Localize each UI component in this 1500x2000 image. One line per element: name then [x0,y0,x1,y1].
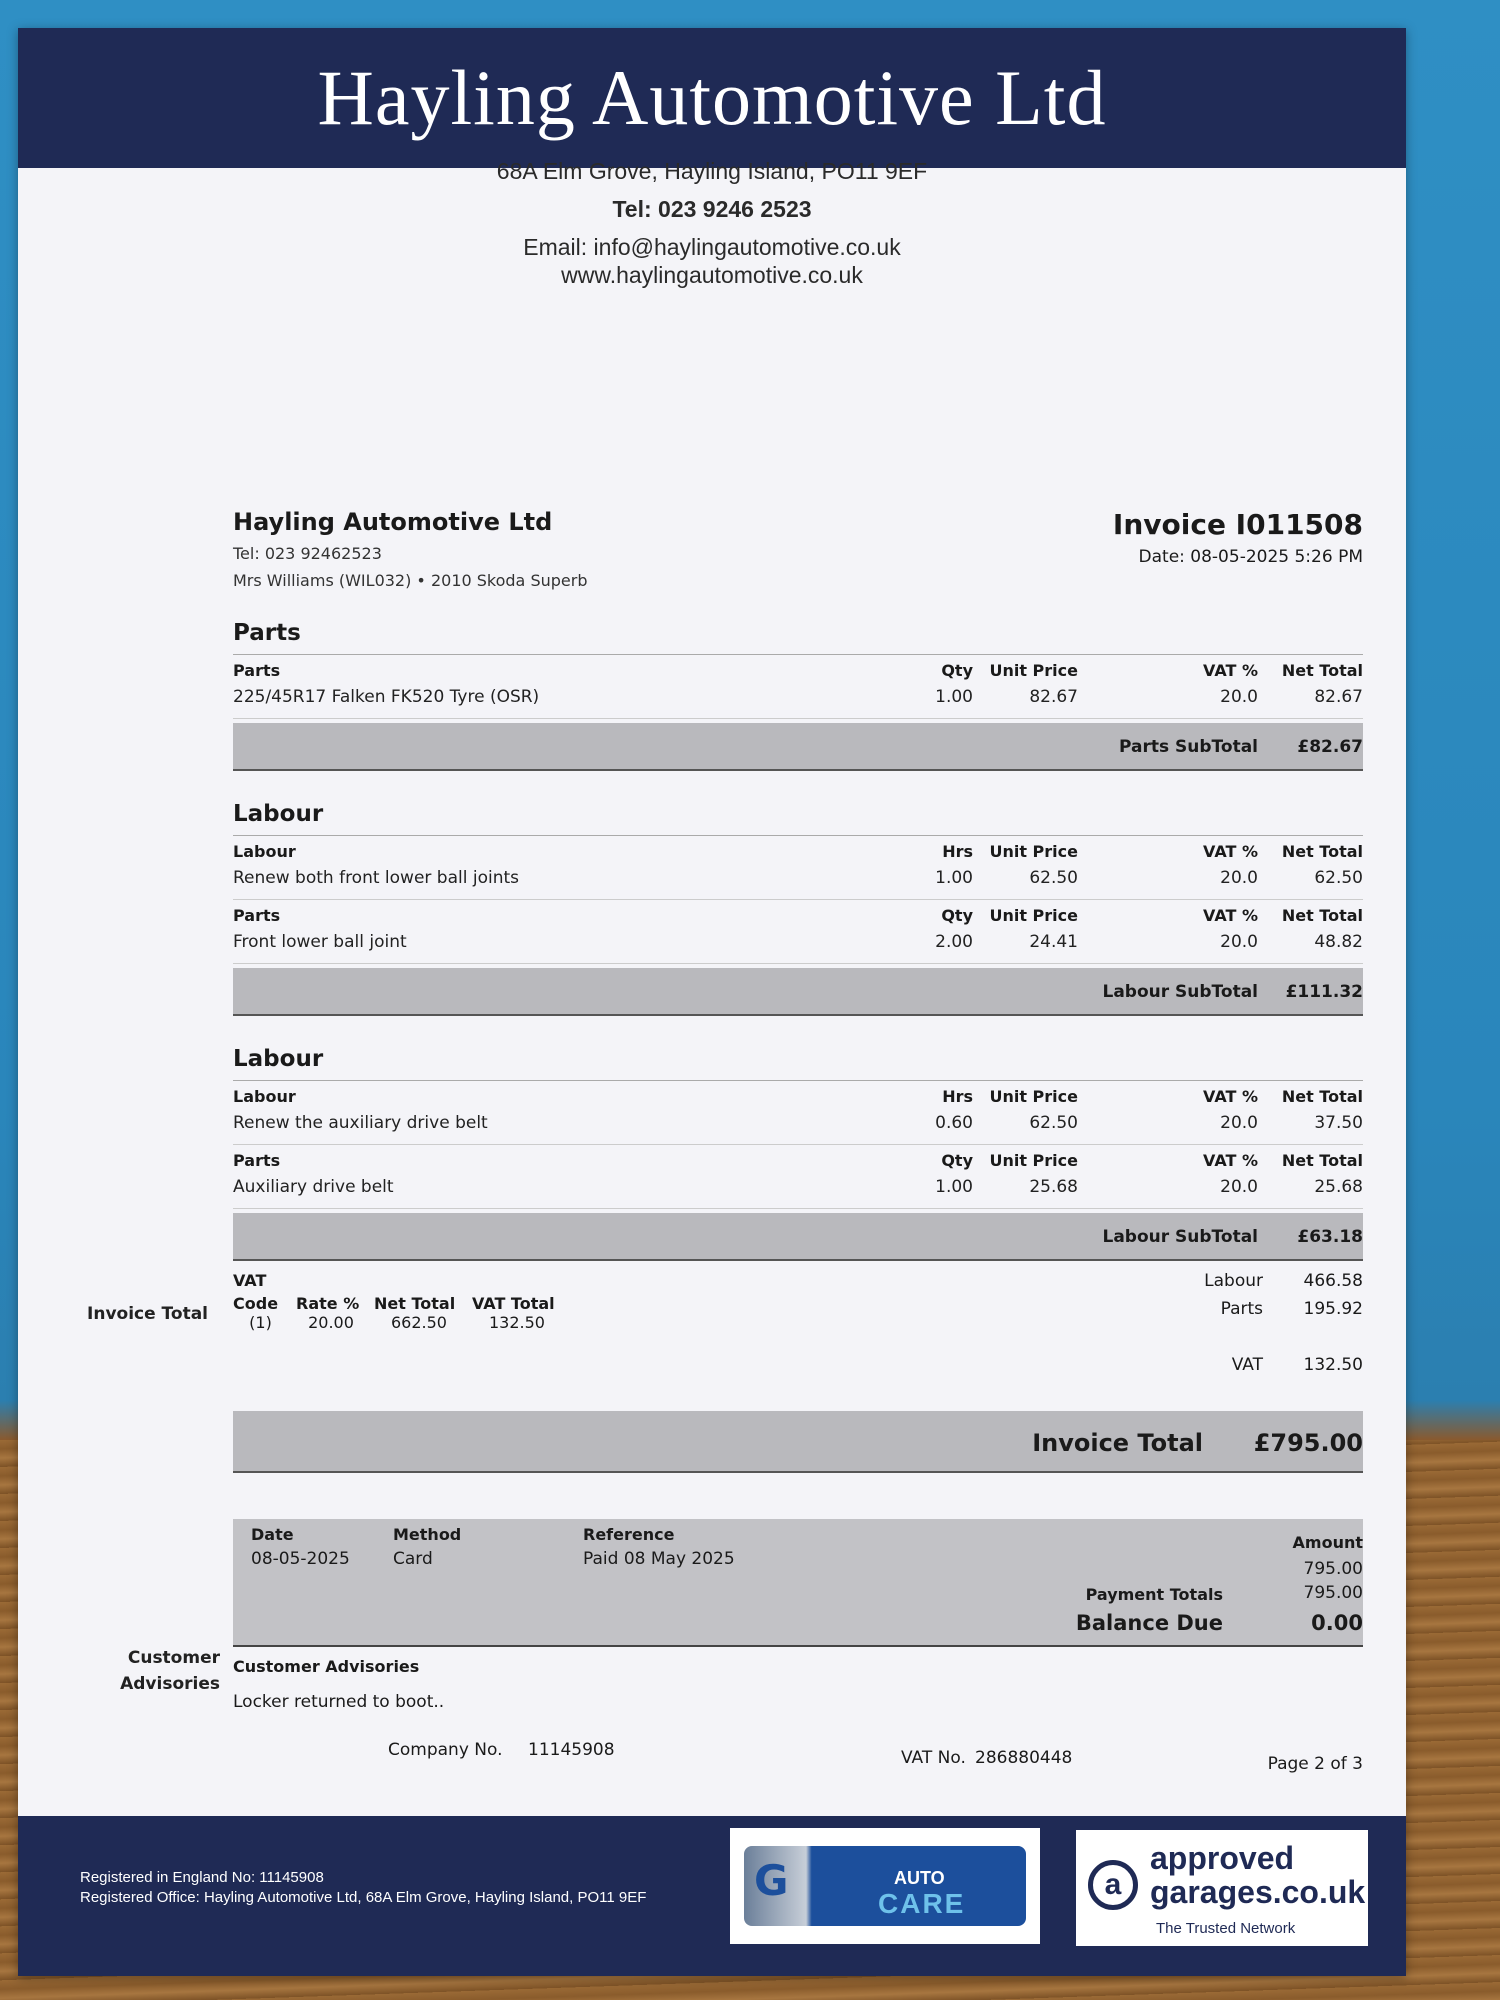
vat-table-title: VAT [233,1271,267,1290]
invoice-number: Invoice I011508 [1112,508,1363,541]
invoice-customer: Mrs Williams (WIL032) • 2010 Skoda Superb [233,571,588,590]
line-description: Renew both front lower ball joints [233,868,520,888]
line-type-label: Labour [233,842,296,861]
unit-price-header: Unit Price [989,842,1078,861]
invoice-date: Date: 08-05-2025 5:26 PM [1138,547,1363,567]
line-unit-price: 24.41 [1029,932,1078,952]
section-title: Parts [233,620,301,646]
registration-number: Registered in England No: 11145908 [80,1869,324,1886]
line-type-label: Parts [233,1151,281,1170]
payment-totals-label: Payment Totals [1085,1585,1223,1604]
vat-header-code: Code [233,1294,279,1313]
footer-band [18,1816,1406,1976]
registered-office: Registered Office: Hayling Automotive Ltd, 68A Elm Grove, Hayling Island, PO11 9EF [80,1889,647,1906]
line-net-total: 48.82 [1314,932,1363,952]
net-total-header: Net Total [1281,1151,1363,1170]
company-no-label: Company No. [388,1740,503,1760]
advisories-text: Locker returned to boot.. [233,1692,445,1712]
invoice-total-value: £795.00 [1253,1429,1363,1457]
invoice-section [233,1046,1363,1261]
vat-percent-header: VAT % [1203,1151,1258,1170]
line-description: Auxiliary drive belt [233,1177,394,1197]
line-vat-percent: 20.0 [1220,1113,1258,1133]
payment-method: Card [393,1549,433,1569]
invoice-sections [233,620,1363,1261]
line-net-total: 37.50 [1314,1113,1363,1133]
line-description: Renew the auxiliary drive belt [233,1113,488,1133]
groupauto-g-icon: G [754,1856,789,1905]
company-website: www.haylingautomotive.co.uk [561,262,863,288]
approved-garages-logo [1076,1830,1368,1946]
subtotal-value: £111.32 [1285,982,1363,1002]
invoice-total-bar [233,1411,1363,1473]
unit-price-header: Unit Price [989,1087,1078,1106]
payment-box [233,1519,1363,1647]
vat-sum-label: VAT [1231,1355,1263,1375]
company-address: 68A Elm Grove, Hayling Island, PO11 9EF [496,158,928,184]
line-vat-percent: 20.0 [1220,687,1258,707]
line-description: Front lower ball joint [233,932,407,952]
line-qty: 1.00 [935,687,973,707]
vat-no-label: VAT No. [901,1748,966,1768]
vat-percent-header: VAT % [1203,661,1258,680]
line-qty: 0.60 [935,1113,973,1133]
line-type-label: Parts [233,661,281,680]
invoice-company-tel: Tel: 023 92462523 [233,544,382,563]
vat-percent-header: VAT % [1203,842,1258,861]
net-total-header: Net Total [1281,1087,1363,1106]
line-vat-percent: 20.0 [1220,932,1258,952]
qty-header: Qty [941,906,973,925]
payment-date-label: Date [251,1525,294,1544]
document-footer [233,1740,1363,1780]
line-unit-price: 82.67 [1029,687,1078,707]
autocare-logo-plate [744,1846,1026,1926]
labour-total-value: 466.58 [1303,1271,1363,1291]
invoice-section [233,620,1363,771]
vat-header-vat-total: VAT Total [472,1294,555,1313]
net-total-header: Net Total [1281,906,1363,925]
subtotal-label: Parts SubTotal [1119,737,1258,757]
line-item-row [233,836,1363,900]
line-qty: 1.00 [935,1177,973,1197]
approved-garages-word-1: approved [1150,1840,1295,1876]
subtotal-label: Labour SubTotal [1102,982,1258,1002]
vat-net-total: 662.50 [391,1313,447,1332]
invoice-total-label: Invoice Total [1032,1429,1203,1457]
vat-code: (1) [249,1313,272,1332]
unit-price-header: Unit Price [989,1151,1078,1170]
labour-total-row [1153,1271,1363,1291]
autocare-word-auto: AUTO [894,1868,945,1888]
company-telephone: Tel: 023 9246 2523 [612,196,812,222]
parts-total-row [1153,1299,1363,1319]
section-title: Labour [233,1046,324,1072]
payment-method-label: Method [393,1525,462,1544]
payment-amount-label: Amount [1292,1533,1363,1552]
section-subtotal-bar [233,1213,1363,1261]
approved-garages-tagline: The Trusted Network [1156,1920,1296,1937]
line-unit-price: 62.50 [1029,868,1078,888]
parts-total-value: 195.92 [1303,1299,1363,1319]
line-net-total: 82.67 [1314,687,1363,707]
line-vat-percent: 20.0 [1220,1177,1258,1197]
advisories-side-label-2: Advisories [120,1674,220,1694]
line-description: 225/45R17 Falken FK520 Tyre (OSR) [233,687,540,707]
parts-total-label: Parts [1220,1299,1263,1319]
net-total-header: Net Total [1281,661,1363,680]
payment-date: 08-05-2025 [251,1549,350,1569]
subtotal-label: Labour SubTotal [1102,1227,1258,1247]
line-item-row [233,1145,1363,1209]
net-total-header: Net Total [1281,842,1363,861]
advisories-side-label-1: Customer [127,1648,220,1668]
vat-percent-header: VAT % [1203,1087,1258,1106]
unit-price-header: Unit Price [989,906,1078,925]
labour-total-label: Labour [1204,1271,1263,1291]
line-qty: 2.00 [935,932,973,952]
line-qty: 1.00 [935,868,973,888]
subtotal-value: £63.18 [1297,1227,1363,1247]
line-item-row [233,900,1363,964]
advisories-title: Customer Advisories [233,1657,420,1676]
line-item-row [233,655,1363,719]
qty-header: Hrs [942,1087,973,1106]
invoice-company-name: Hayling Automotive Ltd [233,508,553,536]
groupauto-autocare-logo [730,1828,1040,1944]
invoice-section [233,801,1363,1016]
qty-header: Hrs [942,842,973,861]
balance-due-label: Balance Due [1075,1611,1223,1635]
vat-table [233,1271,562,1332]
balance-due-value: 0.00 [1311,1611,1363,1635]
line-vat-percent: 20.0 [1220,868,1258,888]
invoice-header [1113,508,1363,567]
vat-header-rate: Rate % [296,1294,360,1313]
totals-area [233,1271,1363,1391]
section-subtotal-bar [233,968,1363,1016]
line-net-total: 62.50 [1314,868,1363,888]
approved-garages-word-2: garages.co.uk [1150,1874,1366,1910]
subtotal-value: £82.67 [1297,737,1363,757]
section-title: Labour [233,801,324,827]
line-type-label: Parts [233,906,281,925]
invoice-body [233,508,1363,1780]
qty-header: Qty [941,1151,973,1170]
vat-rate: 20.00 [308,1313,354,1332]
invoice-total-side-label: Invoice Total [87,1304,208,1324]
vat-sum-value: 132.50 [1303,1355,1363,1375]
page-number: Page 2 of 3 [1267,1754,1363,1774]
company-banner: Hayling Automotive Ltd [18,28,1406,168]
qty-header: Qty [941,661,973,680]
invoice-sheet [18,28,1406,1976]
line-type-label: Labour [233,1087,296,1106]
vat-header-net: Net Total [374,1294,456,1313]
payment-amount: 795.00 [1303,1559,1363,1579]
vat-total-row [1153,1355,1363,1375]
payment-reference: Paid 08 May 2025 [583,1549,735,1569]
registration-info [80,1868,646,1908]
approved-garages-a-icon: a [1088,1860,1138,1910]
vat-total: 132.50 [489,1313,545,1332]
line-unit-price: 25.68 [1029,1177,1078,1197]
section-subtotal-bar [233,723,1363,771]
line-unit-price: 62.50 [1029,1113,1078,1133]
line-item-row [233,1081,1363,1145]
vat-percent-header: VAT % [1203,906,1258,925]
autocare-word-care: CARE [878,1888,966,1919]
vat-no: 286880448 [975,1748,1073,1768]
payment-reference-label: Reference [583,1525,675,1544]
line-net-total: 25.68 [1314,1177,1363,1197]
payment-totals-value: 795.00 [1303,1583,1363,1603]
unit-price-header: Unit Price [989,661,1078,680]
company-no: 11145908 [528,1740,615,1760]
company-email: Email: info@haylingautomotive.co.uk [523,234,901,260]
